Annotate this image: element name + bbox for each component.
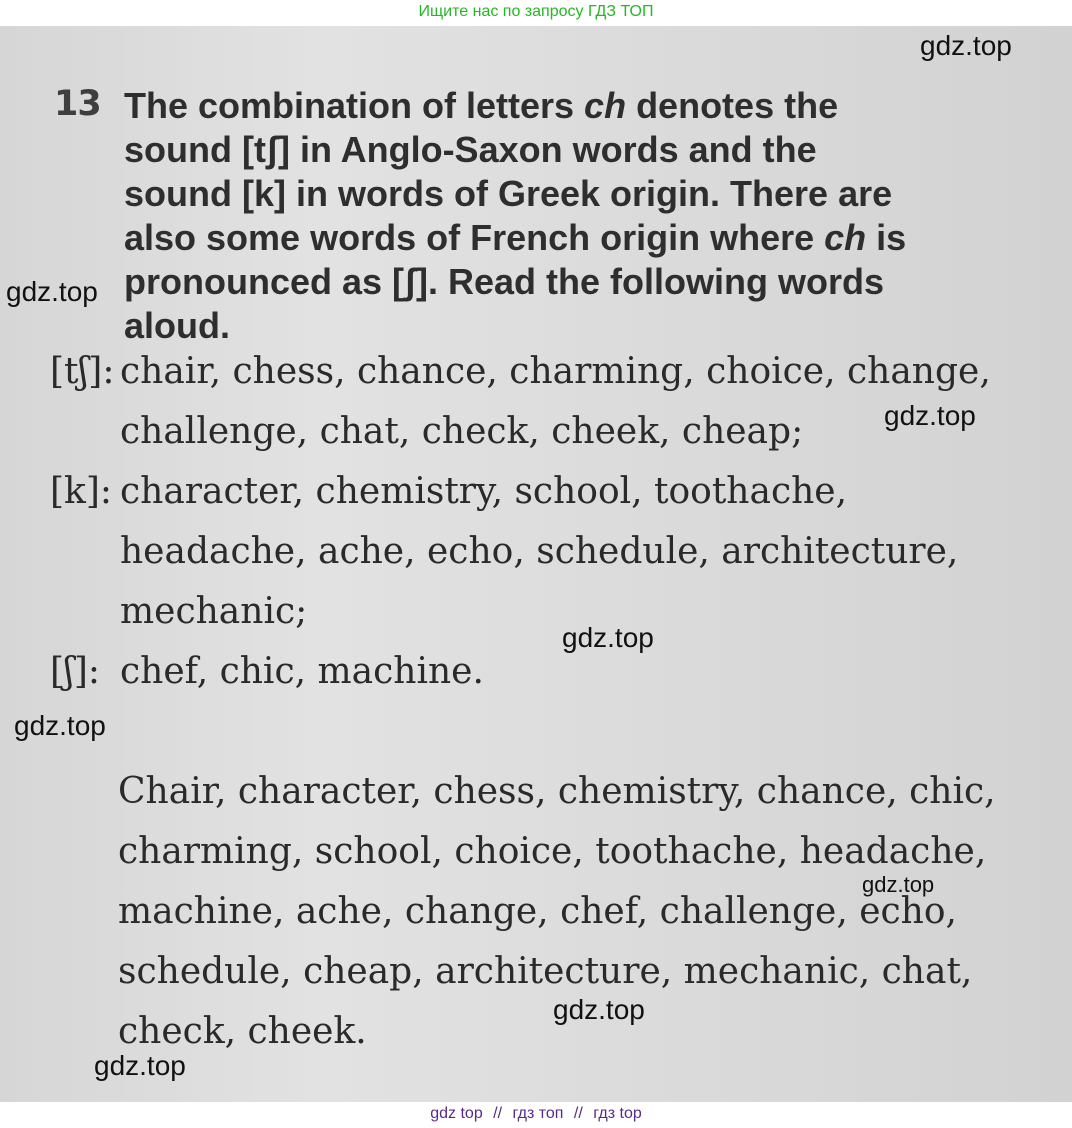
separator: // [573,1105,583,1122]
word-list-line: chef, chic, machine. [120,651,484,692]
paragraph-line: charming, school, choice, toothache, headache, [118,831,987,872]
group-label: [k]: [50,471,113,512]
task-line: The combination of letters ch denotes the [124,85,839,126]
word-list-line: character, chemistry, school, toothache, [120,471,848,512]
task-line: also some words of French origin where ch is [124,217,907,258]
watermark: gdz.top [553,994,645,1025]
watermark: gdz.top [14,710,106,741]
bottom-link-1[interactable]: gdz top [430,1105,483,1122]
textbook-page-scan [0,26,1072,1102]
task-line: pronounced as [ʃ]. Read the following words [124,261,885,302]
top-banner[interactable]: Ищите нас по запросу ГДЗ ТОП [0,0,1072,26]
watermark: gdz.top [884,400,976,431]
bottom-link-3[interactable]: гдз top [593,1105,642,1122]
task-line: sound [tʃ] in Anglo-Saxon words and the [124,129,817,170]
paragraph-line: machine, ache, change, chef, challenge, echo, [118,891,957,932]
watermark: gdz.top [6,276,98,307]
separator: // [493,1105,503,1122]
bottom-link-2[interactable]: гдз топ [512,1105,564,1122]
watermark: gdz.top [862,872,935,897]
word-list-line: challenge, chat, check, cheek, cheap; [120,411,804,452]
group-label: [ʃ]: [50,651,100,692]
watermark: gdz.top [94,1050,186,1081]
paragraph-line: Chair, character, chess, chemistry, chance, chic, [118,771,996,812]
word-list-line: headache, ache, echo, schedule, architecture, [120,531,959,572]
bottom-banner[interactable] [0,1102,1072,1128]
paragraph-line: check, cheek. [118,1011,367,1052]
watermark: gdz.top [920,30,1012,61]
paragraph-line: schedule, cheap, architecture, mechanic, chat, [118,951,973,992]
task-line: aloud. [124,305,230,346]
word-list-line: chair, chess, chance, charming, choice, change, [120,351,991,392]
task-line: sound [k] in words of Greek origin. There are [124,173,893,214]
exercise-instructions [124,84,1059,348]
word-list-line: mechanic; [120,591,308,632]
exercise-number: 13 [54,84,101,124]
group-label: [tʃ]: [50,351,115,392]
watermark: gdz.top [562,622,654,653]
